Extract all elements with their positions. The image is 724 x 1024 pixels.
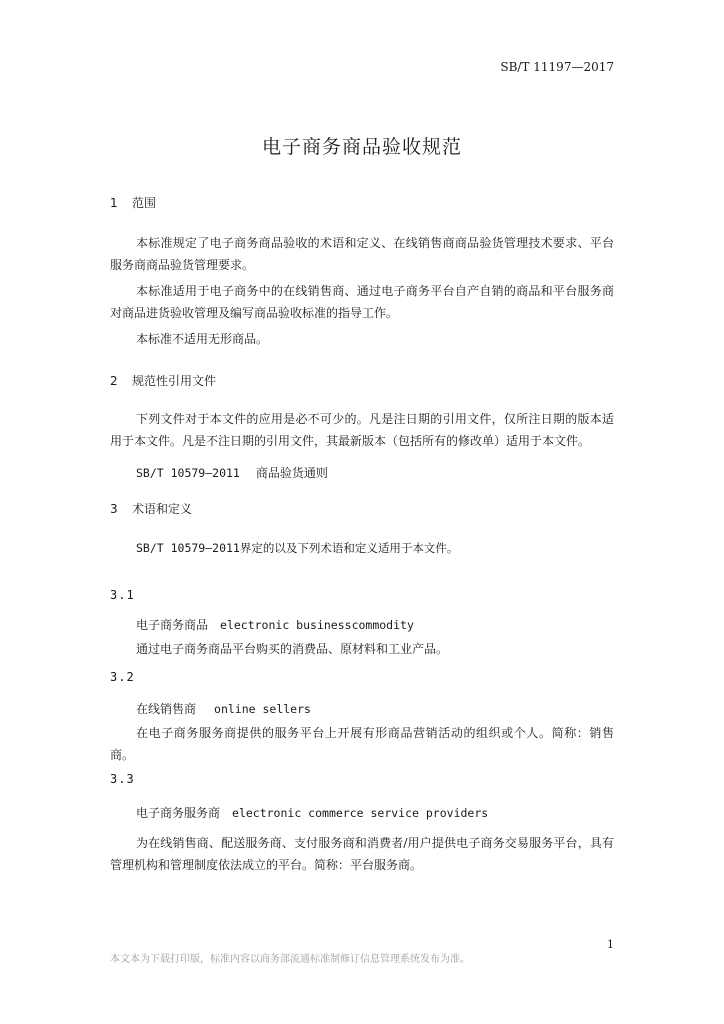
section-number: 1: [110, 196, 118, 210]
page-number: 1: [607, 938, 614, 951]
section-1-heading: [110, 194, 156, 211]
term-definition: 为在线销售商、配送服务商、支付服务商和消费者/用户提供电子商务交易服务平台，具有管理机构和管理制度依法成立的平台。简称：平台服务商。: [110, 836, 614, 872]
term-entry: [136, 698, 311, 717]
term-definition: 通过电子商务商品平台购买的消费品、原材料和工业产品。: [136, 642, 449, 656]
section-1-paragraph-1: 本标准规定了电子商务商品验收的术语和定义、在线销售商商品验货管理技术要求、平台服务商商品验货管理要求。: [110, 236, 614, 272]
section-2-heading: [110, 372, 216, 389]
section-1-paragraph-2: 本标准适用于电子商务中的在线销售商、通过电子商务平台自产自销的商品和平台服务商对商品进货验收管理及编写商品验收标准的指导工作。: [110, 284, 614, 320]
section-2-paragraph-1: 下列文件对于本文件的应用是必不可少的。凡是注日期的引用文件，仅所注日期的版本适用于本文件。凡是不注日期的引用文件，其最新版本（包括所有的修改单）适用于本文件。: [110, 412, 614, 448]
reference-code: SB/T 10579—2011: [136, 466, 240, 480]
section-number: 2: [110, 374, 118, 388]
normative-reference: [136, 462, 328, 481]
section-number: 3: [110, 502, 118, 516]
document-title: 电子商务商品验收规范: [261, 136, 462, 158]
term-number: 3.2: [110, 670, 135, 684]
standard-code: SB/T 11197—2017: [500, 60, 614, 74]
term-chinese: 在线销售商: [136, 702, 197, 716]
section-3-intro: SB/T 10579—2011界定的以及下列术语和定义适用于本文件。: [136, 541, 459, 555]
section-1-paragraph-3: 本标准不适用无形商品。: [136, 332, 269, 346]
section-3-heading: [110, 500, 192, 517]
term-english: electronic businesscommodity: [220, 618, 414, 632]
term-english: electronic commerce service providers: [232, 806, 489, 820]
section-title: 术语和定义: [132, 502, 193, 516]
term-definition: 在电子商务服务商提供的服务平台上开展有形商品营销活动的组织或个人。简称：销售商。: [110, 726, 614, 762]
term-chinese: 电子商务服务商: [136, 806, 221, 820]
term-entry: [136, 614, 414, 633]
section-title: 范围: [132, 196, 157, 210]
reference-title: 商品验货通则: [255, 466, 328, 480]
term-chinese: 电子商务商品: [136, 618, 209, 632]
term-number: 3.1: [110, 588, 135, 602]
download-notice: 本文本为下载打印版，标准内容以商务部流通标准制修订信息管理系统发布为准。: [110, 954, 470, 965]
term-number: 3.3: [110, 772, 135, 786]
term-english: online sellers: [214, 702, 311, 716]
section-title: 规范性引用文件: [132, 374, 217, 388]
term-entry: [136, 802, 488, 821]
